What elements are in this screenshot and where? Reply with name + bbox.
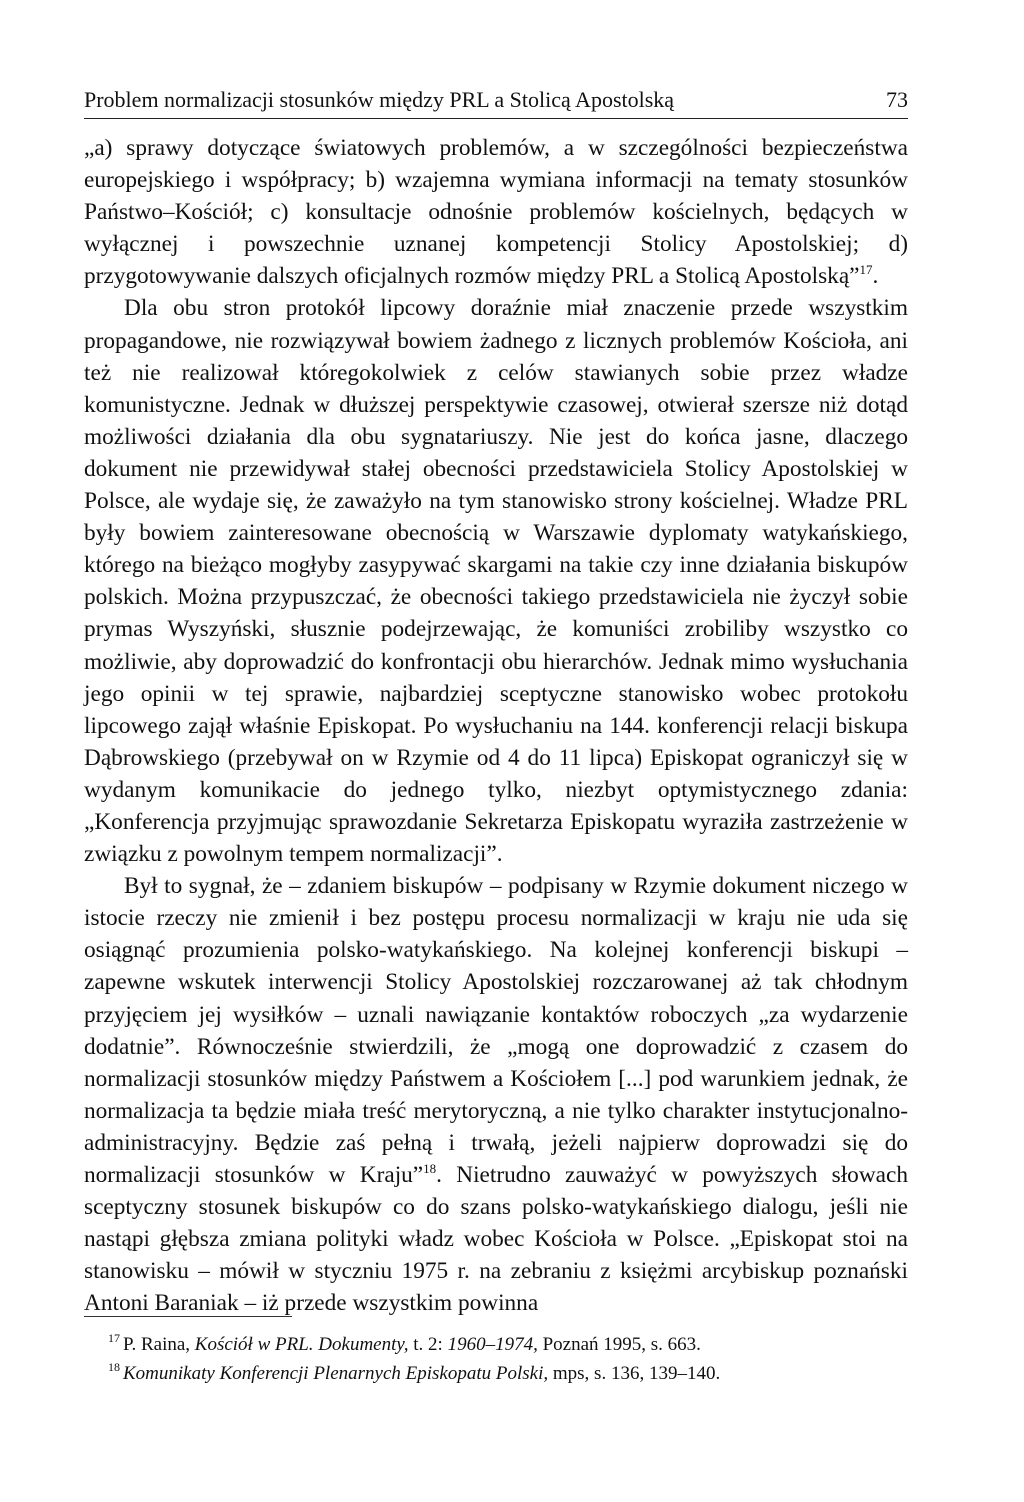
footnote-imprint: mps, s. 136, 139–140. — [548, 1363, 721, 1384]
footnote-separator — [84, 1316, 292, 1317]
paragraph-2 — [84, 292, 908, 870]
running-head — [84, 82, 908, 119]
footnote-volume: t. 2: — [408, 1334, 448, 1355]
paragraph-1-end: . — [872, 263, 879, 290]
paragraph-1 — [84, 132, 908, 292]
footnote-title: Komunikaty Konferencji Plenarnych Episkopatu Polski, — [123, 1363, 549, 1384]
page-number: 73 — [886, 87, 908, 112]
paragraph-1-text: „a) sprawy dotyczące światowych problemów, a w szczególności bezpieczeństwa europejskiego i współpracy; b) wzajemna wymiana informacji na tematy stosunków Państwo–Kościół; c) konsultacje odnośnie problemów kościelnych, będących w wyłącznej i powszechnie uznanej kompetencji Stolicy Apostolskiej; d) przygotowywanie dalszych oficjalnych rozmów między PRL a Stolicą Apostolską” — [84, 135, 908, 290]
footnote-author: P. Raina, — [123, 1334, 195, 1355]
footnote-18 — [108, 1359, 908, 1388]
paragraph-3-text-a: Był to sygnał, że – zdaniem biskupów – podpisany w Rzymie dokument niczego w istocie rzeczy nie zmienił i bez postępu procesu normalizacji w kraju nie uda się osiągnąć prozumienia polsko-watykańskiego. Na kolejnej konferencji biskupi – zapewne wskutek interwencji Stolicy Apostolskiej rozczarowanej aż tak chłodnym przyjęciem jej wysiłków – uznali nawiązanie kontaktów roboczych „za wydarzenie dodatnie”. Równocześnie stwierdzili, że „mogą one doprowadzić z czasem do normalizacji stosunków między Państwem a Kościołem [...] pod warunkiem jednak, że normalizacja ta będzie miała treść merytoryczną, a nie tylko charakter instytucjonalno-administracyjny. Będzie zaś pełną i trwałą, jeżeli najpierw doprowadzi się do normalizacji stosunków w Kraju” — [84, 873, 908, 1188]
footnote-ref-17: 17 — [859, 262, 873, 278]
body-text — [84, 132, 908, 1319]
running-head-title: Problem normalizacji stosunków między PRL a Stolicą Apostolską — [84, 87, 675, 112]
footnotes — [108, 1330, 908, 1388]
footnote-imprint: Poznań 1995, s. 663. — [537, 1334, 701, 1355]
paragraph-3-text-b: . Nietrudno zauważyć w powyższych słowach sceptyczny stosunek biskupów co do szans polsko-watykańskiego dialogu, jeśli nie nastąpi głębsza zmiana polityki władz wobec Kościoła w Polsce. „Episkopat stoi na stanowisku – mówił w styczniu 1975 r. na zebraniu z księżmi arcybiskup poznański Antoni Baraniak – iż przede wszystkim powinna — [84, 1162, 908, 1317]
footnote-17 — [108, 1330, 908, 1359]
footnote-number: 17 — [108, 1331, 120, 1345]
footnote-number: 18 — [108, 1360, 120, 1374]
footnote-volume-title: 1960–1974, — [447, 1334, 538, 1355]
footnote-title: Kościół w PRL. Dokumenty, — [194, 1334, 409, 1355]
page-content — [84, 82, 908, 1319]
paragraph-2-text: Dla obu stron protokół lipcowy doraźnie miał znaczenie przede wszystkim propagandowe, nie rozwiązywał bowiem żadnego z licznych problemów Kościoła, ani też nie realizował któregokolwiek z celów stawianych sobie przez władze komunistyczne. Jednak w dłuższej perspektywie czasowej, otwierał szersze niż dotąd możliwości działania dla obu sygnatariuszy. Nie jest do końca jasne, dlaczego dokument nie przewidywał stałej obecności przedstawiciela Stolicy Apostolskiej w Polsce, ale wydaje się, że zaważyło na tym stanowisko strony kościelnej. Władze PRL były bowiem zainteresowane obecnością w Warszawie dyplomaty watykańskiego, którego na bieżąco mogłyby zasypywać skargami na takie czy inne działania biskupów polskich. Można przypuszczać, że obecności takiego przedstawiciela nie życzył sobie prymas Wyszyński, słusznie podejrzewając, że komuniści zrobiliby wszystko co możliwie, aby doprowadzić do konfrontacji obu hierarchów. Jednak mimo wysłuchania jego opinii w tej sprawie, najbardziej sceptyczne stanowisko wobec protokołu lipcowego zajął właśnie Episkopat. Po wysłuchaniu na 144. konferencji relacji biskupa Dąbrowskiego (przebywał on w Rzymie od 4 do 11 lipca) Episkopat ograniczył się w wydanym komunikacie do jednego tylko, niezbyt optymistycznego zdania: „Konferencja przyjmując sprawozdanie Sekretarza Episkopatu wyraziła zastrzeżenie w związku z powolnym tempem normalizacji”. — [84, 295, 908, 868]
paragraph-3 — [84, 870, 908, 1319]
footnote-ref-18: 18 — [423, 1161, 437, 1176]
